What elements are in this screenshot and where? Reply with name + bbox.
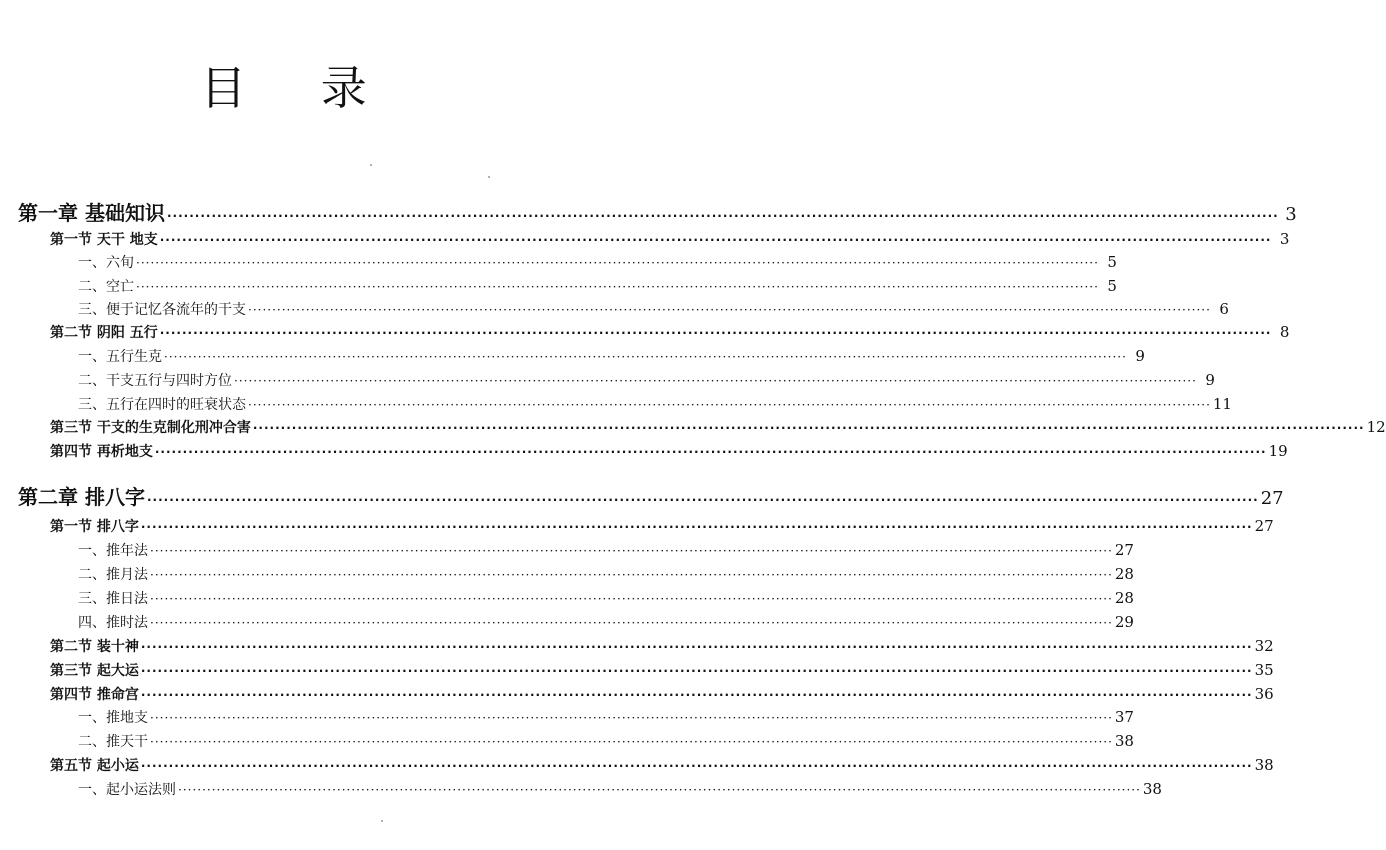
leader-dots: ········································································································································································································ (140, 759, 1253, 773)
toc-section (50, 515, 1274, 537)
toc-label: 二、空亡 (78, 279, 134, 295)
toc-item (78, 539, 1134, 561)
toc-label: 二、干支五行与四时方位 (78, 373, 232, 389)
toc-page-number: 19 (1268, 442, 1288, 460)
leader-dots: ········································································································································································································ (178, 783, 1141, 797)
leader-dots: ········································································································································································································ (150, 711, 1113, 725)
toc-page-number: 37 (1114, 708, 1134, 726)
toc-label: 二、推天干 (78, 734, 148, 750)
toc-item (78, 563, 1134, 585)
toc-page-number: 27 (1260, 488, 1284, 509)
leader-dots: ········································································································································································································ (136, 280, 1099, 294)
scan-speck (370, 164, 372, 166)
leader-dots: ········································································································································································································ (248, 398, 1211, 412)
leader-dots: ········································································································································································································ (150, 592, 1113, 606)
toc-page-number: 38 (1254, 756, 1274, 774)
toc-label: 第四节 再析地支 (50, 444, 153, 460)
toc-page-number: 5 (1107, 253, 1117, 271)
toc-item (78, 706, 1134, 728)
page-title: 目 录 (200, 61, 397, 115)
toc-page-number: 38 (1142, 780, 1162, 798)
toc-section (50, 416, 1386, 438)
toc-page-number: 3 (1285, 204, 1297, 225)
leader-dots: ········································································································································································································ (136, 256, 1099, 270)
leader-dots: ········································································································································································································ (140, 640, 1253, 654)
toc-section (50, 754, 1274, 776)
toc-item (78, 345, 1145, 367)
toc-section (50, 440, 1288, 462)
leader-dots: ········································································································································································································ (146, 493, 1259, 507)
toc-page-number: 32 (1254, 637, 1274, 655)
toc-item (78, 587, 1134, 609)
leader-dots: ········································································································································································································ (252, 421, 1365, 435)
toc-label: 第三节 干支的生克制化刑冲合害 (50, 420, 251, 436)
toc-chapter (18, 484, 1284, 510)
toc-label: 第二节 阴阳 五行 (50, 325, 158, 341)
leader-dots: ········································································································································································································ (234, 374, 1197, 388)
toc-page-number: 27 (1114, 541, 1134, 559)
leader-dots: ········································································································································································································ (159, 326, 1272, 340)
leader-dots: ········································································································································································································ (150, 616, 1113, 630)
toc-page-number: 38 (1114, 732, 1134, 750)
leader-dots: ········································································································································································································ (140, 688, 1253, 702)
toc-page-number: 3 (1279, 230, 1290, 248)
toc-label: 第一节 天干 地支 (50, 232, 158, 248)
toc-section (50, 683, 1274, 705)
leader-dots: ········································································································································································································ (150, 735, 1113, 749)
toc-label: 第四节 推命宫 (50, 687, 139, 703)
toc-label: 三、五行在四时的旺衰状态 (78, 397, 246, 413)
leader-dots: ········································································································································································································ (164, 350, 1127, 364)
toc-page-number: 27 (1254, 517, 1274, 535)
toc-label: 第五节 起小运 (50, 758, 139, 774)
leader-dots: ········································································································································································································ (159, 233, 1272, 247)
toc-label: 三、便于记忆各流年的干支 (78, 302, 246, 318)
toc-page-number: 28 (1114, 565, 1134, 583)
toc-section (50, 321, 1290, 343)
toc-label: 二、推月法 (78, 567, 148, 583)
toc-label: 一、推地支 (78, 710, 148, 726)
toc-section (50, 635, 1274, 657)
toc-item (78, 251, 1117, 273)
toc-page-number: 11 (1212, 395, 1232, 413)
toc-label: 三、推日法 (78, 591, 148, 607)
toc-label: 一、起小运法则 (78, 782, 176, 798)
leader-dots: ········································································································································································································ (140, 520, 1253, 534)
scan-speck (381, 820, 383, 822)
toc-page-number: 8 (1279, 323, 1290, 341)
toc-page-number: 6 (1219, 300, 1229, 318)
toc-item (78, 393, 1232, 415)
toc-item (78, 778, 1162, 800)
toc-label: 第一章 基础知识 (18, 201, 165, 225)
toc-label: 第二节 装十神 (50, 639, 139, 655)
toc-page-number: 29 (1114, 613, 1134, 631)
toc-label: 第三节 起大运 (50, 663, 139, 679)
toc-item (78, 611, 1134, 633)
toc-page-number: 35 (1254, 661, 1274, 679)
toc-page-number: 28 (1114, 589, 1134, 607)
leader-dots: ········································································································································································································ (248, 303, 1211, 317)
toc-label: 一、六旬 (78, 255, 134, 271)
leader-dots: ········································································································································································································ (150, 568, 1113, 582)
leader-dots: ········································································································································································································ (166, 209, 1279, 223)
toc-page-number: 9 (1135, 347, 1145, 365)
toc-item (78, 275, 1117, 297)
toc-section (50, 228, 1290, 250)
toc-label: 一、推年法 (78, 543, 148, 559)
toc-label: 第一节 排八字 (50, 519, 139, 535)
scan-speck (488, 176, 490, 178)
leader-dots: ········································································································································································································ (154, 445, 1267, 459)
toc-item (78, 369, 1215, 391)
leader-dots: ········································································································································································································ (150, 544, 1113, 558)
toc-label: 一、五行生克 (78, 349, 162, 365)
toc-item (78, 730, 1134, 752)
toc-label: 四、推时法 (78, 615, 148, 631)
toc-section (50, 659, 1274, 681)
toc-chapter (18, 200, 1297, 226)
toc-item (78, 298, 1229, 320)
toc-label: 第二章 排八字 (18, 485, 145, 509)
toc-page-number: 5 (1107, 277, 1117, 295)
toc-page-number: 36 (1254, 685, 1274, 703)
leader-dots: ········································································································································································································ (140, 664, 1253, 678)
toc-page-number: 12 (1366, 418, 1386, 436)
toc-page-number: 9 (1205, 371, 1215, 389)
